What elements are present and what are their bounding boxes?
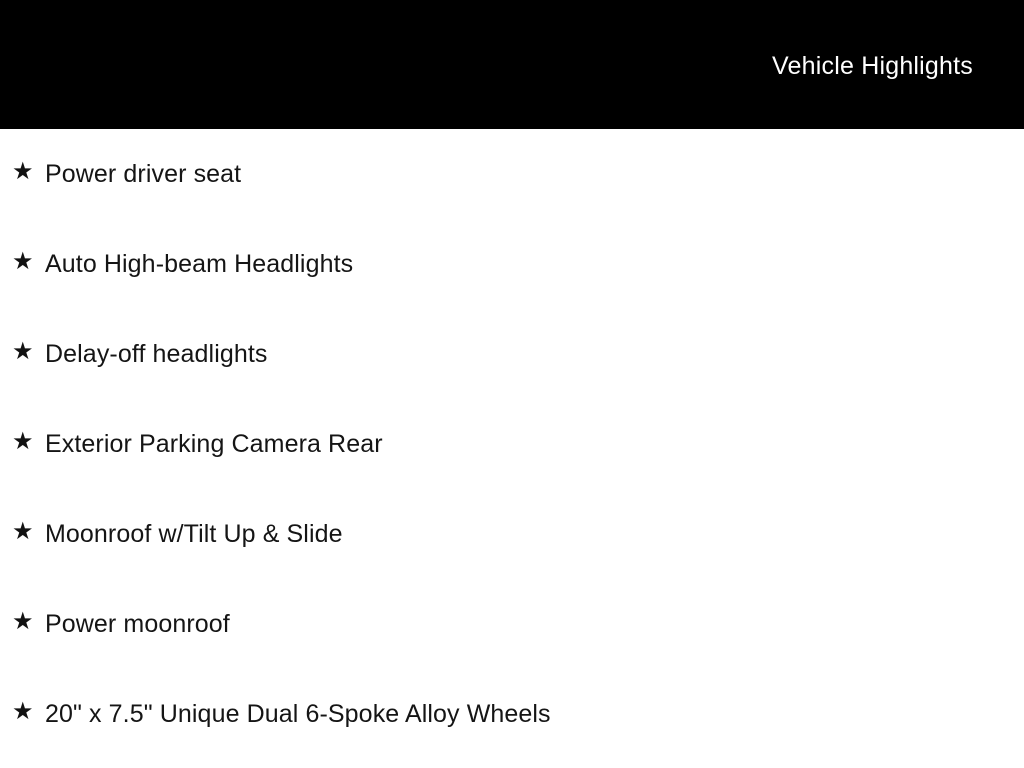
list-item <box>0 669 1024 759</box>
star-icon: ★ <box>12 338 34 365</box>
list-item <box>0 489 1024 579</box>
list-item <box>0 309 1024 399</box>
list-item <box>0 129 1024 219</box>
highlight-label: Exterior Parking Camera Rear <box>45 430 383 458</box>
highlight-label: Power moonroof <box>45 610 230 638</box>
star-icon: ★ <box>12 248 34 275</box>
list-item <box>0 219 1024 309</box>
star-icon: ★ <box>12 608 34 635</box>
vehicle-highlights-list <box>0 129 1024 759</box>
star-icon: ★ <box>12 698 34 725</box>
list-item <box>0 579 1024 669</box>
star-icon: ★ <box>12 428 34 455</box>
star-icon: ★ <box>12 158 34 185</box>
list-item <box>0 399 1024 489</box>
highlight-label: Power driver seat <box>45 160 242 188</box>
highlight-label: Delay-off headlights <box>45 340 268 368</box>
highlight-label: 20" x 7.5" Unique Dual 6-Spoke Alloy Wheels <box>45 700 551 728</box>
page-title: Vehicle Highlights <box>772 52 973 80</box>
highlight-label: Moonroof w/Tilt Up & Slide <box>45 520 343 548</box>
header-bar <box>0 0 1024 129</box>
highlight-label: Auto High-beam Headlights <box>45 250 354 278</box>
star-icon: ★ <box>12 518 34 545</box>
